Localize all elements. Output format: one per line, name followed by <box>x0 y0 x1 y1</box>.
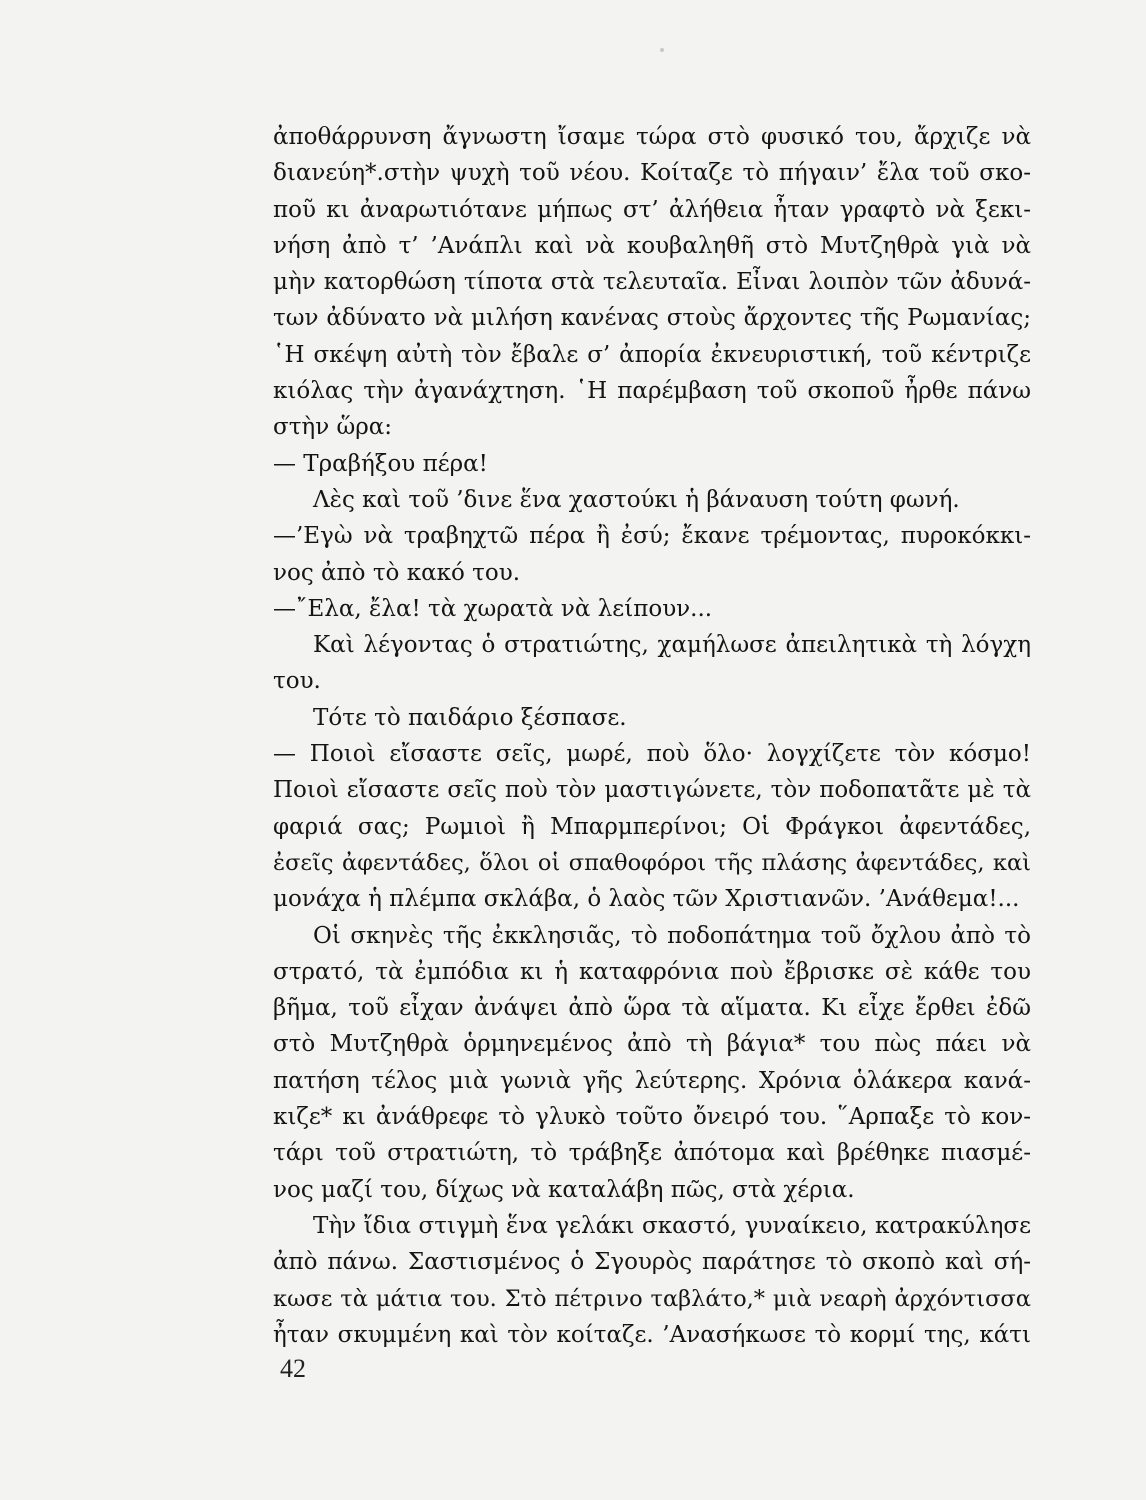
text-line: ῾Η σκέψη αὐτὴ τὸν ἔβαλε σ’ ἀπορία ἐκνευριστική, τοῦ κέντριζε <box>273 341 1031 368</box>
text-line: των ἀδύνατο νὰ μιλήση κανένας στοὺς ἄρχοντες τῆς Ρωμανίας; <box>273 305 1031 332</box>
text-line: νος ἀπὸ τὸ κακό του. <box>273 559 521 586</box>
text-line: φαριά σας; Ρωμιοὶ ἢ Μπαρμπερίνοι; Οἱ Φράγκοι ἀφεντάδες, <box>273 813 1031 840</box>
text-line: νος μαζί του, δίχως νὰ καταλάβη πῶς, στὰ χέρια. <box>273 1176 855 1203</box>
text-line: στὸ Μυτζηθρὰ ὁρμηνεμένος ἀπὸ τὴ βάγια* του πὼς πάει νὰ <box>273 1031 1031 1058</box>
text-line: στὴν ὥρα: <box>273 414 393 441</box>
text-line: ἀπὸ πάνω. Σαστισμένος ὁ Σγουρὸς παράτησε τὸ σκοπὸ καὶ σή- <box>273 1249 1031 1276</box>
text-line: βῆμα, τοῦ εἶχαν ἀνάψει ἀπὸ ὥρα τὰ αἵματα. Κι εἶχε ἔρθει ἐδῶ <box>273 995 1031 1022</box>
text-line: Λὲς καὶ τοῦ ’δινε ἕνα χαστούκι ἡ βάναυση τούτη φωνή. <box>313 486 960 513</box>
text-line: Τὴν ἴδια στιγμὴ ἕνα γελάκι σκαστό, γυναίκειο, κατρακύλησε <box>313 1212 1031 1239</box>
paper-speck <box>660 48 664 52</box>
text-line: —῎Ελα, ἔλα! τὰ χωρατὰ νὰ λείπουν... <box>273 595 713 622</box>
text-line: κιζε* κι ἀνάθρεφε τὸ γλυκὸ τοῦτο ὄνειρό του. ῞Αρπαξε τὸ κον- <box>273 1104 1031 1131</box>
text-line: στρατό, τὰ ἐμπόδια κι ἡ καταφρόνια ποὺ ἔβρισκε σὲ κάθε του <box>273 958 1031 985</box>
text-line: διανεύη*.στὴν ψυχὴ τοῦ νέου. Κοίταζε τὸ πήγαιν’ ἔλα τοῦ σκο- <box>273 160 1031 187</box>
text-line: πατήση τέλος μιὰ γωνιὰ γῆς λεύτερης. Χρόνια ὁλάκερα κανά- <box>273 1067 1031 1094</box>
text-line: του. <box>273 668 321 695</box>
text-line: ποῦ κι ἀναρωτιότανε μήπως στ’ ἀλήθεια ἦταν γραφτὸ νὰ ξεκι- <box>273 196 1031 223</box>
page-number: 42 <box>280 1354 306 1383</box>
text-line: Καὶ λέγοντας ὁ στρατιώτης, χαμήλωσε ἀπειλητικὰ τὴ λόγχη <box>313 632 1031 659</box>
text-line: Ποιοὶ εἴσαστε σεῖς ποὺ τὸν μαστιγώνετε, τὸν ποδοπατᾶτε μὲ τὰ <box>273 777 1031 804</box>
text-line: κιόλας τὴν ἀγανάχτηση. ῾Η παρέμβαση τοῦ σκοποῦ ἦρθε πάνω <box>273 378 1031 405</box>
text-line: —’Εγὼ νὰ τραβηχτῶ πέρα ἢ ἐσύ; ἔκανε τρέμοντας, πυροκόκκι- <box>273 523 1031 550</box>
text-line: τάρι τοῦ στρατιώτη, τὸ τράβηξε ἀπότομα καὶ βρέθηκε πιασμέ- <box>273 1140 1031 1167</box>
text-line: Τότε τὸ παιδάριο ξέσπασε. <box>313 704 627 731</box>
text-line: Οἱ σκηνὲς τῆς ἐκκλησιᾶς, τὸ ποδοπάτημα τοῦ ὄχλου ἀπὸ τὸ <box>313 922 1031 949</box>
text-line: ἦταν σκυμμένη καὶ τὸν κοίταζε. ’Ανασήκωσε τὸ κορμί της, κάτι <box>273 1321 1031 1348</box>
text-line: ἀποθάρρυνση ἄγνωστη ἴσαμε τώρα στὸ φυσικό του, ἄρχιζε νὰ <box>273 124 1031 150</box>
text-line: — Ποιοὶ εἴσαστε σεῖς, μωρέ, ποὺ ὅλο· λογχίζετε τὸν κόσμο! <box>273 741 1031 768</box>
text-line: κωσε τὰ μάτια του. Στὸ πέτρινο ταβλάτο,* μιὰ νεαρὴ ἀρχόντισσα <box>273 1285 1031 1312</box>
text-line: νήση ἀπὸ τ’ ’Ανάπλι καὶ νὰ κουβαληθῆ στὸ Μυτζηθρὰ γιὰ νὰ <box>273 232 1031 259</box>
body-text <box>273 119 1031 1353</box>
text-line: ἐσεῖς ἀφεντάδες, ὅλοι οἱ σπαθοφόροι τῆς πλάσης ἀφεντάδες, καὶ <box>273 849 1031 876</box>
text-line: μὴν κατορθώση τίποτα στὰ τελευταῖα. Εἶναι λοιπὸν τῶν ἀδυνά- <box>273 269 1031 296</box>
text-line: μονάχα ἡ πλέμπα σκλάβα, ὁ λαὸς τῶν Χριστιανῶν. ’Ανάθεμα!... <box>273 886 1020 913</box>
text-line: — Τραβήξου πέρα! <box>273 450 488 477</box>
